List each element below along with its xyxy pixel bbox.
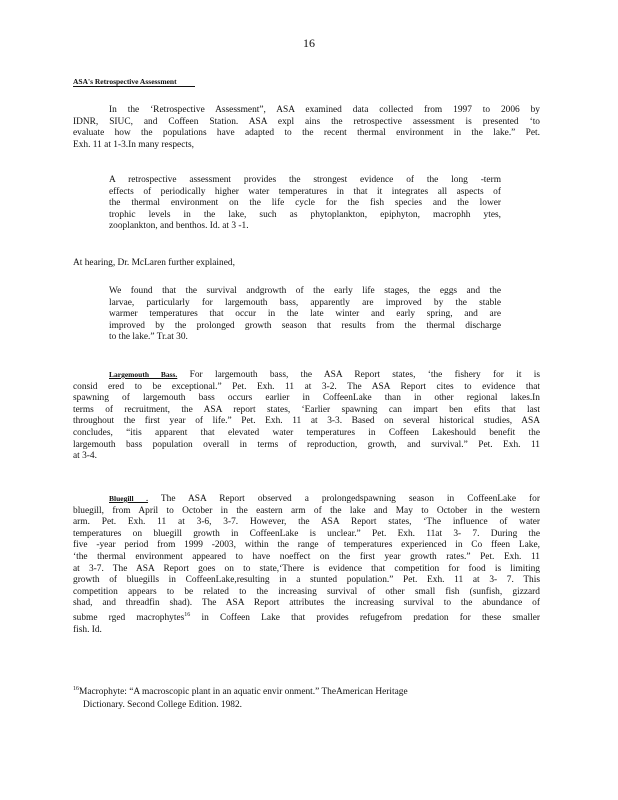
footnote-line: Dictionary. Second College Edition. 1982. (83, 700, 242, 711)
text-line: trophic levels in the lake, such as phytoplankton, epiphyton, macrophh ytes, (109, 209, 501, 220)
text-line: evaluate how the populations have adapted to the recent thermal environment in the lake.” Pet. (73, 128, 540, 139)
text-line: In the ‘Retrospective Assessment”, ASA examined data collected from 1997 to 2006 by (109, 105, 540, 115)
text-line: at 3-4. (73, 451, 97, 462)
paragraph-hearing (73, 258, 540, 270)
text-line: the thermal environment on the life cycle for the fish species and the lower (109, 198, 501, 209)
block-quote-assessment (109, 175, 501, 233)
footnote (73, 683, 513, 712)
text-span: Macrophyte: “A macroscopic plant in an aquatic envir onment.” TheAmerican Heritage (79, 687, 408, 698)
text-line: fish. Id. (73, 624, 102, 635)
text-line: temperatures on bluegill growth in CoffeenLake is unclear.” Pet. Exh. 11at 3- 7. During the (73, 528, 540, 539)
text-span: The ASA Report observed a prolongedspawning season in CoffeenLake for (160, 494, 540, 504)
text-line: bluegill, from April to October in the eastern arm of the lake and May to October in the western (73, 505, 540, 516)
text-span: in Coffeen Lake that provides refugefrom predation for these smaller (201, 613, 540, 624)
paragraph-intro (73, 105, 540, 151)
footnote-reference[interactable]: 16 (184, 611, 191, 618)
subheading-bluegill: Bluegill . (109, 494, 149, 503)
text-line: competition appears to be related to the increasing survival of other small fish (sunfish, gizzard (73, 586, 540, 597)
section-heading: ASA's Retrospective Assessment (73, 77, 195, 87)
text-line: growth of bluegills in CoffeenLake,resulting in a stunted population.” Pet. Exh. 11 at 3- 7. This (73, 575, 540, 586)
text-line: ‘the thermal environment appeared to have noeffect on the first year growth rates.” Pet. Exh. 11 (73, 551, 540, 562)
footnote-marker: 16 (73, 686, 79, 692)
subheading-largemouth-bass: Largemouth Bass. (109, 370, 178, 379)
text-line: arm. Pet. Exh. 11 at 3-6, 3-7. However, the ASA Report states, ‘The influence of water (73, 517, 540, 528)
block-quote-mclaren (109, 286, 501, 344)
text-line: At hearing, Dr. McLaren further explained, (73, 258, 235, 268)
text-line: spawning of largemouth bass occurs earlier in CoffeenLake than in other regional lakes.In (73, 393, 540, 404)
text-line: consid ered to be exceptional.” Pet. Exh. 11 at 3-2. The ASA Report cites to evidence that (73, 381, 540, 392)
text-line: Exh. 11 at 1-3.In many respects, (73, 139, 194, 150)
text-line (73, 369, 540, 382)
text-line: largemouth bass population overall in terms of reproduction, growth, and survival.” Pet. Exh. 11 (73, 439, 540, 450)
text-span: For largemouth bass, the ASA Report states, ‘the fishery for it is (189, 370, 541, 380)
page-number: 16 (303, 36, 315, 50)
text-line: at 3-7. The ASA Report goes on to state,‘There is evidence that competition for food is limiting (73, 563, 540, 574)
text-line: improved by the prolonged growth season that results from the thermal discharge (109, 320, 501, 331)
paragraph-bluegill (73, 493, 540, 636)
text-line: We found that the survival andgrowth of the early life stages, the eggs and the (109, 286, 501, 296)
footnote-line (73, 683, 513, 699)
text-line: to the lake.” Tr.at 30. (109, 332, 188, 343)
text-line: larvae, particularly for largemouth bass, apparently are improved by the stable (109, 297, 501, 308)
text-line: shad, and threadfin shad). The ASA Report attributes the increasing survival to the abundance of (73, 598, 540, 609)
text-line: effects of periodically higher water temperatures in that it integrates all aspects of (109, 186, 501, 197)
text-line: concludes, “itis apparent that elevated water temperatures in Coffeen Lakeshould benefit the (73, 427, 540, 438)
text-line: five -year period from 1999 -2003, within the range of temperatures experienced in Co ffeen Lake, (73, 540, 540, 551)
text-span: subme rged macrophytes (73, 613, 185, 624)
text-line: A retrospective assessment provides the strongest evidence of the long -term (109, 175, 501, 185)
text-line: IDNR, SIUC, and Coffeen Station. ASA expl ains the retrospective assessment is presented ‘to (73, 116, 540, 127)
text-line: terms of recruitment, the ASA report states, ‘Earlier spawning can impart ben efits that last (73, 404, 540, 415)
text-line (73, 610, 540, 625)
text-line: warmer temperatures that occur in the late winter and early spring, and are (109, 309, 501, 320)
text-line: throughout the first year of life.” Pet. Exh. 11 at 3-3. Based on several historical studies, ASA (73, 416, 540, 427)
text-line: zooplankton, and benthos. Id. at 3 -1. (109, 221, 249, 232)
paragraph-largemouth-bass (73, 369, 540, 463)
text-line (73, 493, 540, 506)
